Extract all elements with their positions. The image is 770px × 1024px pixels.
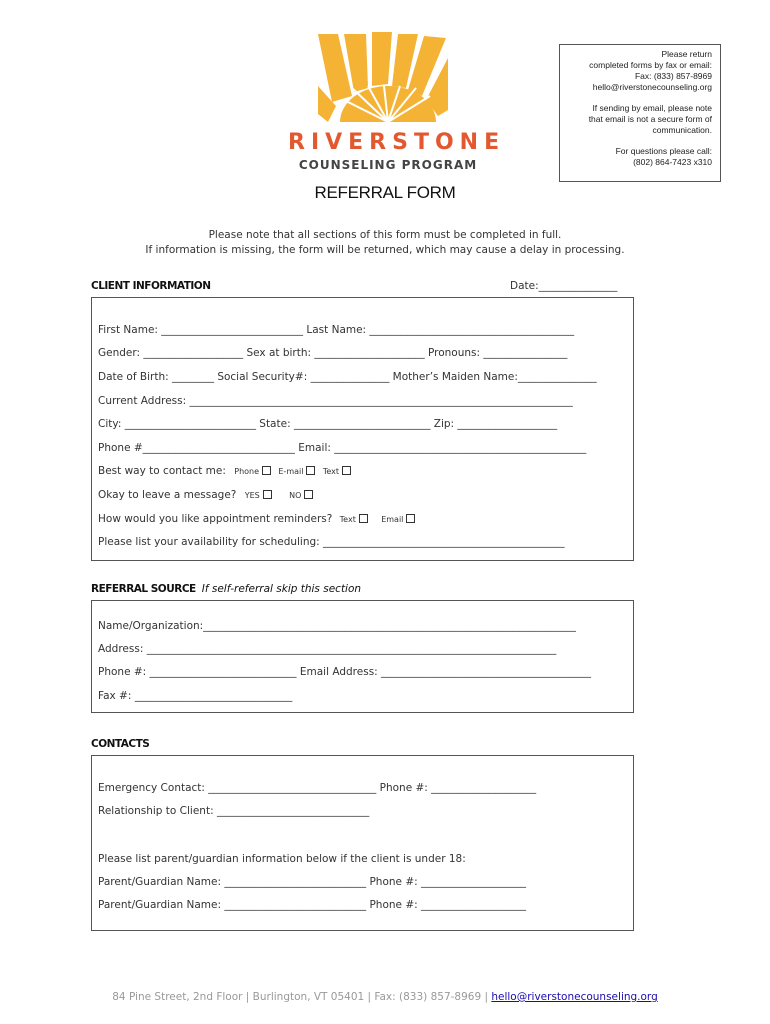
logo-name: RIVERSTONE (288, 130, 506, 155)
contact-text-label: Text (322, 467, 339, 476)
reminder-text-label: Text (339, 515, 356, 524)
contact-preference-row (98, 465, 355, 477)
riverstone-logo (288, 30, 506, 180)
referral-fax-row[interactable]: Fax #: ______________________________ (98, 690, 293, 702)
contact-phone-label: Phone (234, 467, 260, 476)
referral-source-subtitle: If self-referral skip this section (201, 583, 362, 595)
instructions-line-2: If information is missing, the form will be returned, which may cause a delay in processing. (145, 244, 625, 256)
referral-source-title: REFERRAL SOURCE (91, 583, 196, 595)
contacts-heading: CONTACTS (91, 738, 150, 750)
reminder-row (98, 513, 419, 525)
sunrise-logo-icon (288, 30, 488, 130)
notice-line: Please return (661, 49, 712, 59)
footer-email-link[interactable]: hello@riverstonecounseling.org (491, 991, 658, 1003)
message-no-label: NO (289, 491, 302, 500)
contact-email-label: E-mail (278, 467, 304, 476)
contact-preference-label: Best way to contact me: (98, 465, 226, 477)
birth-row[interactable]: Date of Birth: ________ Social Security#: _______________ Mother’s Maiden Name:_______________ (98, 371, 597, 383)
reminder-label: How would you like appointment reminders? (98, 513, 333, 525)
reminder-email-label: Email (381, 515, 404, 524)
guardian-instructions: Please list parent/guardian information below if the client is under 18: (98, 853, 466, 865)
instructions-line-1: Please note that all sections of this form must be completed in full. (208, 229, 562, 241)
logo-subtitle: COUNSELING PROGRAM (298, 158, 478, 172)
current-address-row[interactable]: Current Address: _________________________________________________________________________ (98, 395, 573, 407)
contact-email-checkbox[interactable] (306, 466, 315, 475)
notice-line: If sending by email, please note (592, 103, 712, 113)
availability-row[interactable]: Please list your availability for scheduling: ______________________________________________ (98, 536, 565, 548)
guardian-row-2[interactable]: Parent/Guardian Name: ___________________________ Phone #: ____________________ (98, 899, 526, 911)
return-instructions-box (559, 44, 721, 182)
referral-name-row[interactable]: Name/Organization:_______________________________________________________________________ (98, 620, 576, 632)
footer (0, 991, 770, 1003)
guardian-row-1[interactable]: Parent/Guardian Name: ___________________________ Phone #: ____________________ (98, 876, 526, 888)
relationship-row[interactable]: Relationship to Client: _____________________________ (98, 805, 370, 817)
footer-address: 84 Pine Street, 2nd Floor | Burlington, VT 05401 | Fax: (833) 857-8969 | (112, 991, 492, 1003)
referral-phone-row[interactable]: Phone #: ____________________________ Email Address: ________________________________________ (98, 666, 592, 678)
notice-line: communication. (652, 125, 712, 135)
notice-fax: Fax: (833) 857-8969 (634, 71, 712, 81)
notice-phone: (802) 864-7423 x310 (633, 157, 712, 167)
message-yes-checkbox[interactable] (263, 490, 272, 499)
notice-line: completed forms by fax or email: (589, 60, 712, 70)
city-row[interactable]: City: _________________________ State: __________________________ Zip: ___________________ (98, 418, 558, 430)
reminder-email-checkbox[interactable] (406, 514, 415, 523)
message-no-checkbox[interactable] (304, 490, 313, 499)
form-title: REFERRAL FORM (314, 183, 456, 202)
notice-email: hello@riverstonecounseling.org (592, 82, 712, 92)
referral-address-row[interactable]: Address: ______________________________________________________________________________ (98, 643, 557, 655)
contact-phone-checkbox[interactable] (262, 466, 271, 475)
client-information-heading: CLIENT INFORMATION (91, 280, 211, 292)
name-row[interactable]: First Name: ___________________________ Last Name: _______________________________________ (98, 324, 575, 336)
contact-text-checkbox[interactable] (342, 466, 351, 475)
leave-message-row (98, 489, 317, 501)
notice-line: that email is not a secure form of (588, 114, 712, 124)
phone-email-row[interactable]: Phone #_____________________________ Email: ________________________________________________ (98, 442, 587, 454)
leave-message-label: Okay to leave a message? (98, 489, 237, 501)
referral-source-heading (91, 583, 361, 595)
emergency-contact-row[interactable]: Emergency Contact: ________________________________ Phone #: ____________________ (98, 782, 537, 794)
gender-row[interactable]: Gender: ___________________ Sex at birth: _____________________ Pronouns: ________________ (98, 347, 568, 359)
notice-line: For questions please call: (615, 146, 712, 156)
message-yes-label: YES (244, 491, 260, 500)
date-field[interactable]: Date:_______________ (510, 280, 618, 292)
reminder-text-checkbox[interactable] (359, 514, 368, 523)
